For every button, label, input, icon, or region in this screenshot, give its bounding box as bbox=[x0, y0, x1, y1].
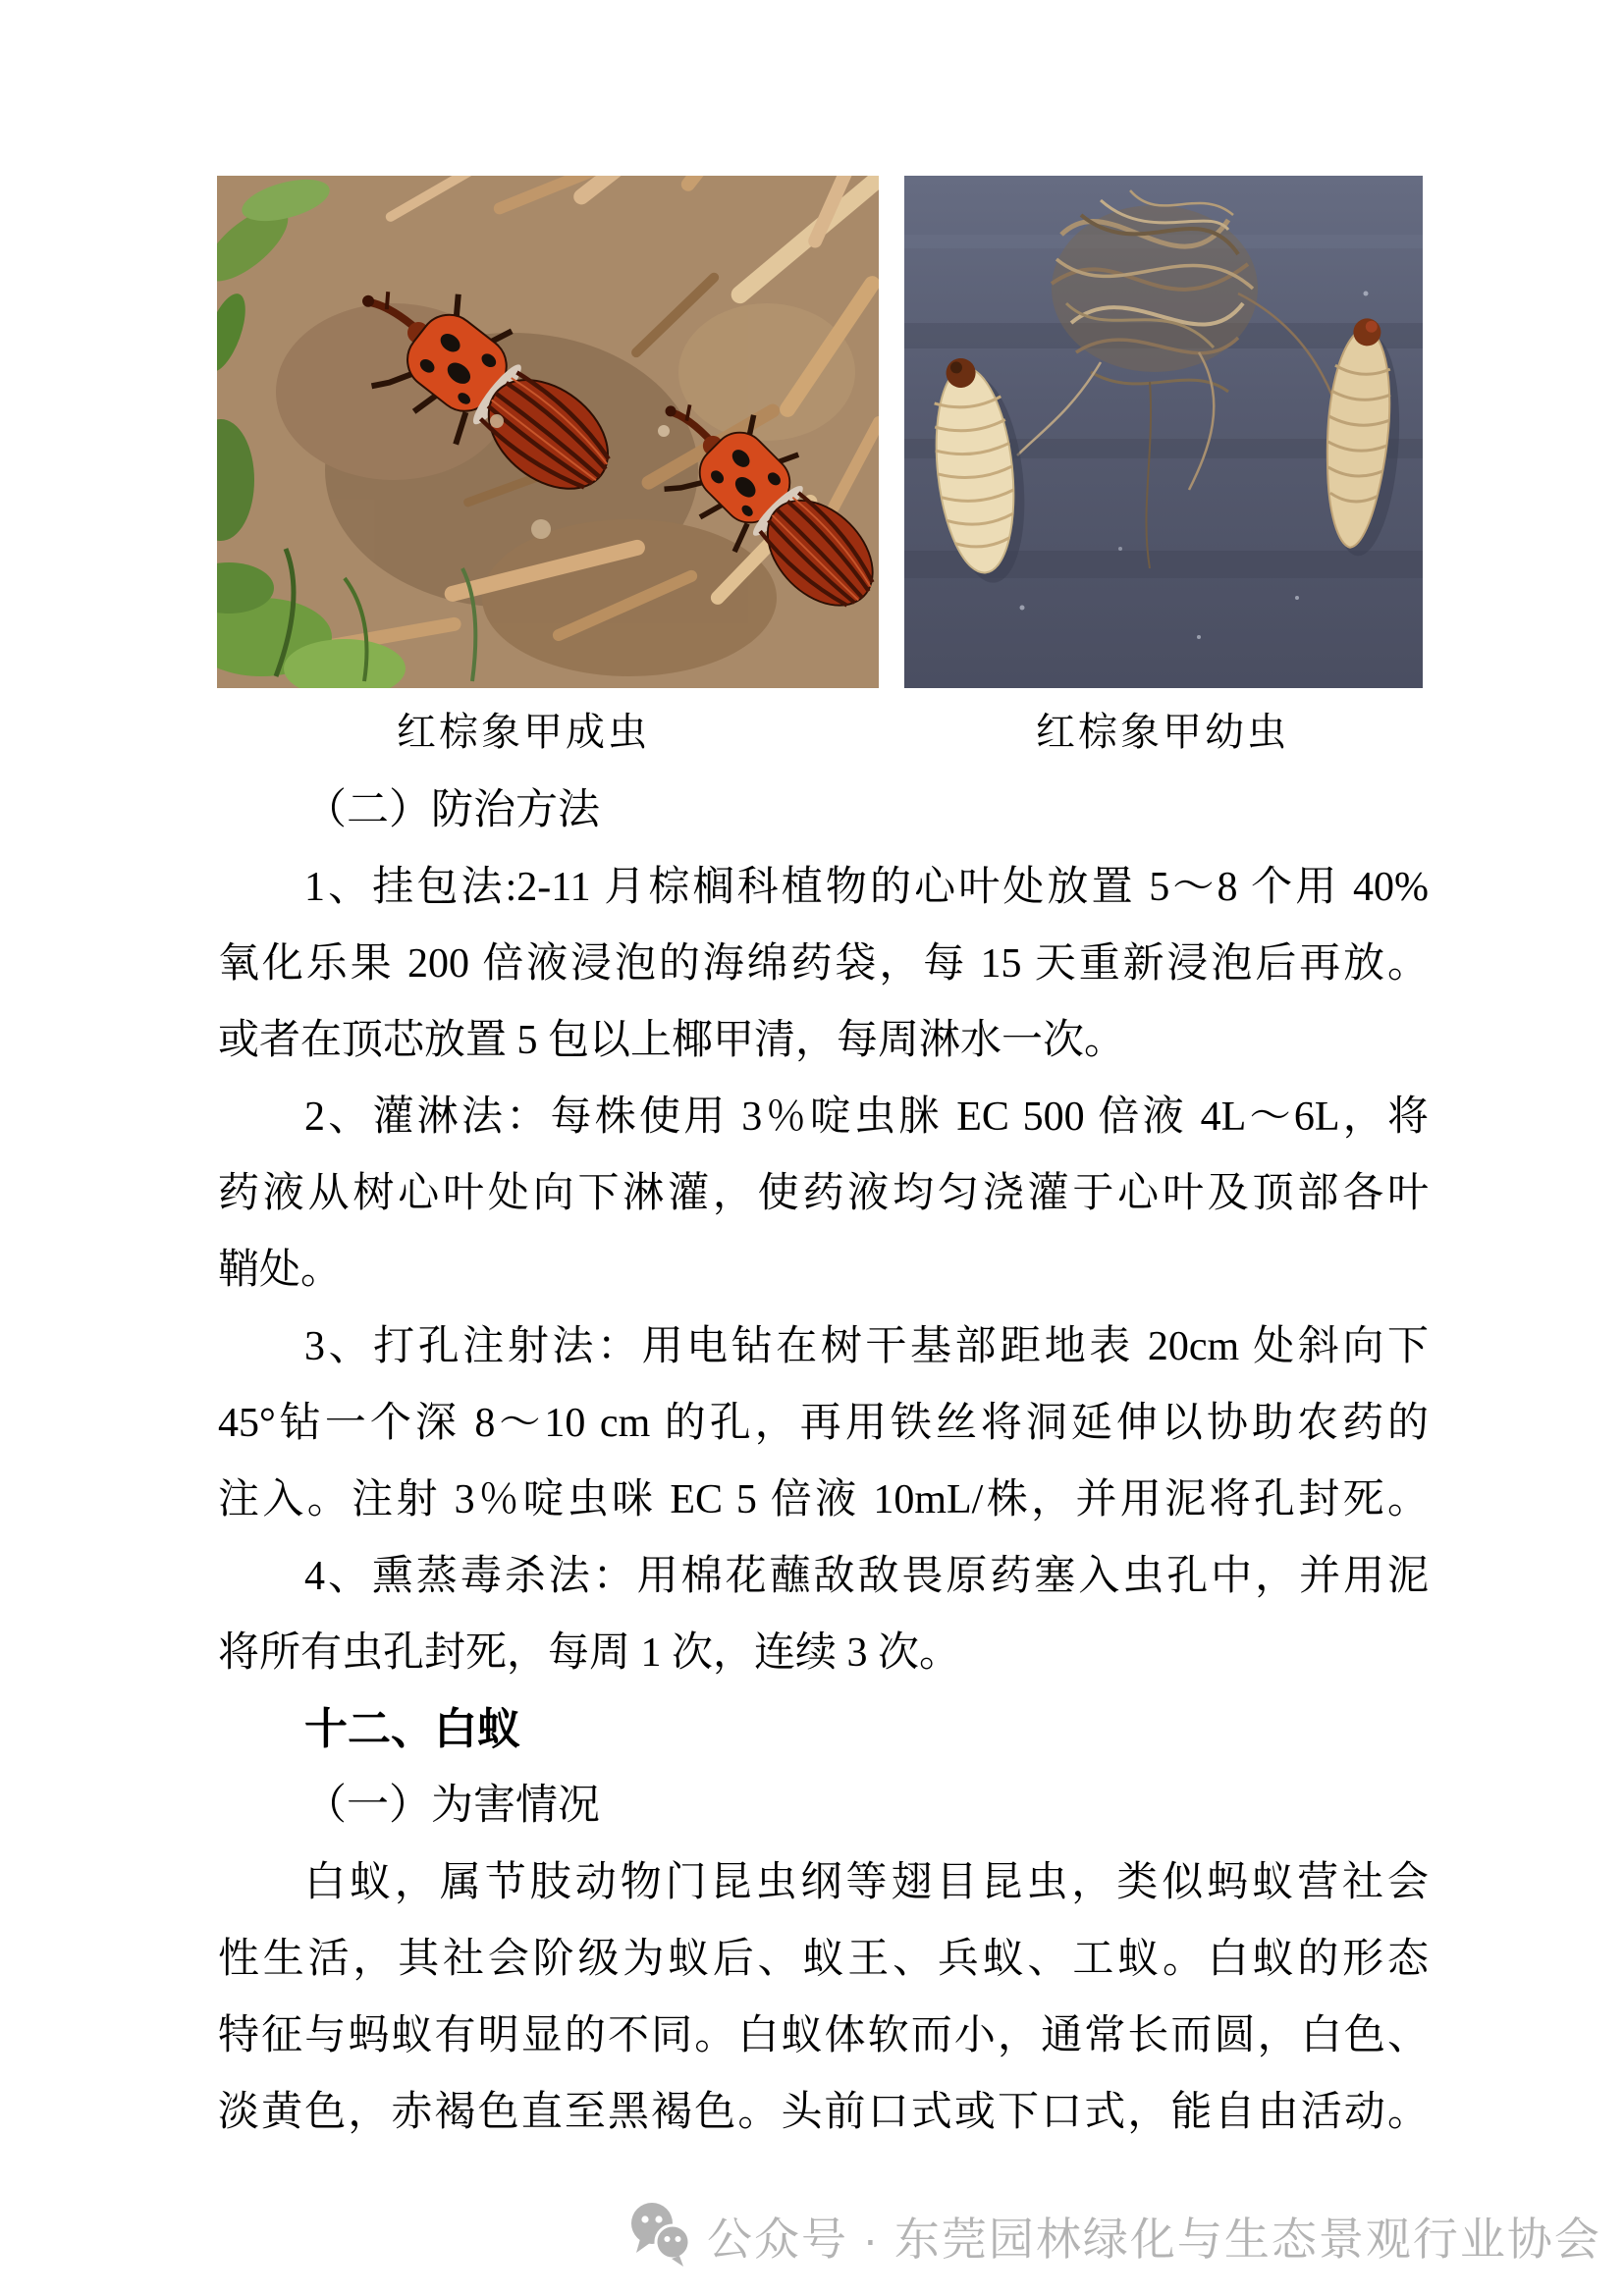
larva-photo bbox=[904, 176, 1423, 688]
heading-control-methods: （二）防治方法 bbox=[304, 787, 600, 833]
text-line: 4、熏蒸毒杀法：用棉花蘸敌敌畏原药塞入虫孔中，并用泥 bbox=[304, 1554, 1429, 1599]
watermark-text: 公众号 · 东莞园林绿化与生态景观行业协会 bbox=[707, 2214, 1601, 2265]
body-text bbox=[218, 773, 1429, 2151]
text-line: 药液从树心叶处向下淋灌，使药液均匀浇灌于心叶及顶部各叶 bbox=[218, 1171, 1429, 1216]
caption-adult-weevil: 红棕象甲成虫 bbox=[397, 710, 650, 754]
text-line: 3、打孔注射法：用电钻在树干基部距地表 20cm 处斜向下 bbox=[304, 1324, 1429, 1369]
watermark bbox=[628, 2195, 1601, 2277]
text-line: 氧化乐果 200 倍液浸泡的海绵药袋，每 15 天重新浸泡后再放。 bbox=[218, 941, 1429, 987]
text-line: 鞘处。 bbox=[218, 1248, 343, 1293]
text-line: 45°钻一个深 8～10 cm 的孔，再用铁丝将洞延伸以协助农药的 bbox=[218, 1401, 1429, 1446]
heading-termites: 十二、白蚁 bbox=[304, 1705, 520, 1753]
text-line: 注入。注射 3％啶虫咪 EC 5 倍液 10mL/株，并用泥将孔封死。 bbox=[218, 1477, 1429, 1522]
text-line: 白蚁，属节肢动物门昆虫纲等翅目昆虫，类似蚂蚁营社会 bbox=[304, 1860, 1429, 1905]
text-line: 淡黄色，赤褐色直至黑褐色。头前口式或下口式，能自由活动。 bbox=[218, 2090, 1429, 2135]
text-line: 2、灌淋法：每株使用 3％啶虫脒 EC 500 倍液 4L～6L，将 bbox=[304, 1095, 1429, 1140]
text-line: 性生活，其社会阶级为蚁后、蚁王、兵蚁、工蚁。白蚁的形态 bbox=[218, 1937, 1429, 1982]
caption-larva: 红棕象甲幼虫 bbox=[1036, 710, 1289, 754]
text-line: 1、挂包法:2-11 月棕榈科植物的心叶处放置 5～8 个用 40% bbox=[304, 865, 1429, 910]
text-line: 将所有虫孔封死，每周 1 次，连续 3 次。 bbox=[218, 1630, 961, 1676]
heading-damage-situation: （一）为害情况 bbox=[304, 1783, 600, 1829]
text-line: 或者在顶芯放置 5 包以上椰甲清，每周淋水一次。 bbox=[218, 1018, 1126, 1063]
text-line: 特征与蚂蚁有明显的不同。白蚁体软而小，通常长而圆，白色、 bbox=[218, 2013, 1429, 2058]
wechat-icon bbox=[628, 2202, 693, 2270]
adult-weevil-photo bbox=[217, 176, 879, 688]
